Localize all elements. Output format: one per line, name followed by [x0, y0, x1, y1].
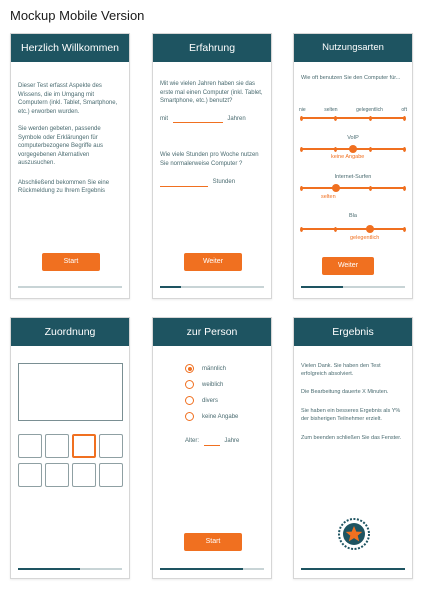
years-suffix: Jahren: [227, 115, 246, 122]
radio-label: männlich: [202, 365, 227, 372]
scale-label: selten: [324, 107, 338, 113]
screen-title: Zuordnung: [11, 318, 129, 346]
star-award-icon: [338, 518, 370, 550]
screen-title: Nutzungsarten: [294, 34, 412, 62]
next-button[interactable]: Weiter: [322, 257, 374, 275]
drop-area[interactable]: [18, 363, 123, 421]
slider-tick: [300, 116, 303, 121]
age-input[interactable]: [204, 436, 220, 446]
bla-label: Bla: [349, 213, 357, 219]
progress-bar: [301, 568, 405, 570]
radio-option[interactable]: [185, 380, 223, 389]
radio-label: keine Angabe: [202, 413, 239, 420]
welcome-paragraph-2: Sie werden gebeten, passende Symbole oder Erklärungen für computerbezogene Begriffe aus vorgegebenen Alternativen auszusuchen.: [18, 126, 103, 166]
option-cell[interactable]: [18, 463, 42, 487]
scale-slider: [301, 117, 405, 119]
screen-title: Erfahrung: [153, 34, 271, 62]
radio-label: weiblich: [202, 381, 224, 388]
age-suffix: Jahre: [224, 438, 240, 444]
surfing-slider[interactable]: [301, 187, 405, 189]
screen-title: Herzlich Willkommen: [11, 34, 129, 62]
progress-bar: [18, 568, 122, 570]
bla-value: gelegentlich: [350, 235, 380, 241]
slider-tick: [403, 147, 406, 152]
option-cell[interactable]: [72, 463, 96, 487]
surfing-label: Internet-Surfen: [334, 174, 372, 180]
slider-tick: [300, 186, 303, 191]
screen-welcome: [10, 33, 130, 299]
radio-button[interactable]: [185, 412, 194, 421]
welcome-paragraph-1: Dieser Test erfasst Aspekte des Wissens, die im Umgang mit Computern (inkl. Tablet, Smartphone, etc.) erworben wurden.: [18, 83, 118, 115]
result-paragraph-3: Sie haben ein besseres Ergebnis als Y% der bisherigen Teilnehmer erzielt.: [301, 408, 401, 422]
years-row: [153, 114, 271, 124]
slider-tick: [300, 227, 303, 232]
hours-row: [153, 177, 271, 187]
slider-tick: [369, 147, 372, 152]
slider-tick: [403, 186, 406, 191]
option-cell[interactable]: [18, 434, 42, 458]
voip-label: VoIP: [347, 135, 359, 141]
progress-bar: [18, 286, 122, 288]
hours-suffix: Stunden: [212, 179, 236, 185]
option-cell[interactable]: [45, 463, 69, 487]
progress-fill: [301, 286, 343, 288]
progress-bar: [160, 286, 264, 288]
slider-tick: [334, 116, 337, 121]
years-input[interactable]: [173, 114, 223, 124]
radio-label: divers: [202, 397, 219, 404]
slider-tick: [334, 147, 337, 152]
screen-experience: [152, 33, 272, 299]
scale-label: gelegentlich: [356, 107, 383, 113]
slider-knob[interactable]: [366, 225, 374, 233]
result-paragraph-4: Zum beenden schließen Sie das Fenster.: [301, 435, 402, 441]
radio-button[interactable]: [185, 380, 194, 389]
scale-label: nie: [299, 107, 306, 113]
age-row: [185, 436, 239, 446]
voip-value: keine Angabe: [331, 154, 365, 160]
voip-slider[interactable]: [301, 148, 405, 150]
progress-fill: [160, 568, 243, 570]
slider-knob[interactable]: [349, 145, 357, 153]
experience-question-2: Wie viele Stunden pro Woche nutzen Sie normalerweise Computer ?: [160, 152, 259, 167]
experience-question-1: Mit wie vielen Jahren haben sie das erste mal einen Computer (inkl. Tablet, Smartphone, etc.) benutzt?: [160, 81, 263, 104]
radio-option[interactable]: [185, 364, 226, 373]
screen-person: [152, 317, 272, 579]
radio-option[interactable]: [185, 412, 238, 421]
screen-assignment: [10, 317, 130, 579]
years-prefix: mit: [160, 115, 168, 122]
slider-tick: [334, 227, 337, 232]
screen-result: [293, 317, 413, 579]
slider-tick: [300, 147, 303, 152]
progress-bar: [160, 568, 264, 570]
scale-label: oft: [401, 107, 407, 113]
radio-button[interactable]: [185, 396, 194, 405]
surfing-value: selten: [321, 194, 336, 200]
slider-knob[interactable]: [332, 184, 340, 192]
radio-button[interactable]: [185, 364, 194, 373]
age-label: Alter:: [185, 438, 200, 444]
start-button[interactable]: Start: [184, 533, 242, 551]
welcome-paragraph-3: Abschließend bekommen Sie eine Rückmeldung zu Ihrem Ergebnis: [18, 179, 110, 194]
hours-input[interactable]: [160, 177, 208, 187]
option-cell[interactable]: [99, 434, 123, 458]
usage-question: Wie oft benutzen Sie den Computer für...: [301, 75, 401, 81]
screen-title: zur Person: [153, 318, 271, 346]
option-cell[interactable]: [45, 434, 69, 458]
scale-labels: [299, 107, 407, 113]
screen-title: Ergebnis: [294, 318, 412, 346]
option-cell[interactable]: [72, 434, 96, 458]
page-title: Mockup Mobile Version: [10, 8, 145, 23]
slider-tick: [403, 227, 406, 232]
slider-tick: [369, 186, 372, 191]
progress-fill: [301, 568, 405, 570]
result-paragraph-2: Die Bearbeitung dauerte X Minuten.: [301, 389, 389, 395]
result-paragraph-1: Vielen Dank. Sie haben den Test erfolgreich absolviert.: [301, 363, 381, 377]
slider-tick: [369, 116, 372, 121]
progress-fill: [160, 286, 181, 288]
next-button[interactable]: Weiter: [184, 253, 242, 271]
progress-bar: [301, 286, 405, 288]
screen-usage: [293, 33, 413, 299]
slider-tick: [403, 116, 406, 121]
option-cell[interactable]: [99, 463, 123, 487]
start-button[interactable]: Start: [42, 253, 100, 271]
bla-slider[interactable]: [301, 228, 405, 230]
progress-fill: [18, 568, 80, 570]
radio-option[interactable]: [185, 396, 218, 405]
